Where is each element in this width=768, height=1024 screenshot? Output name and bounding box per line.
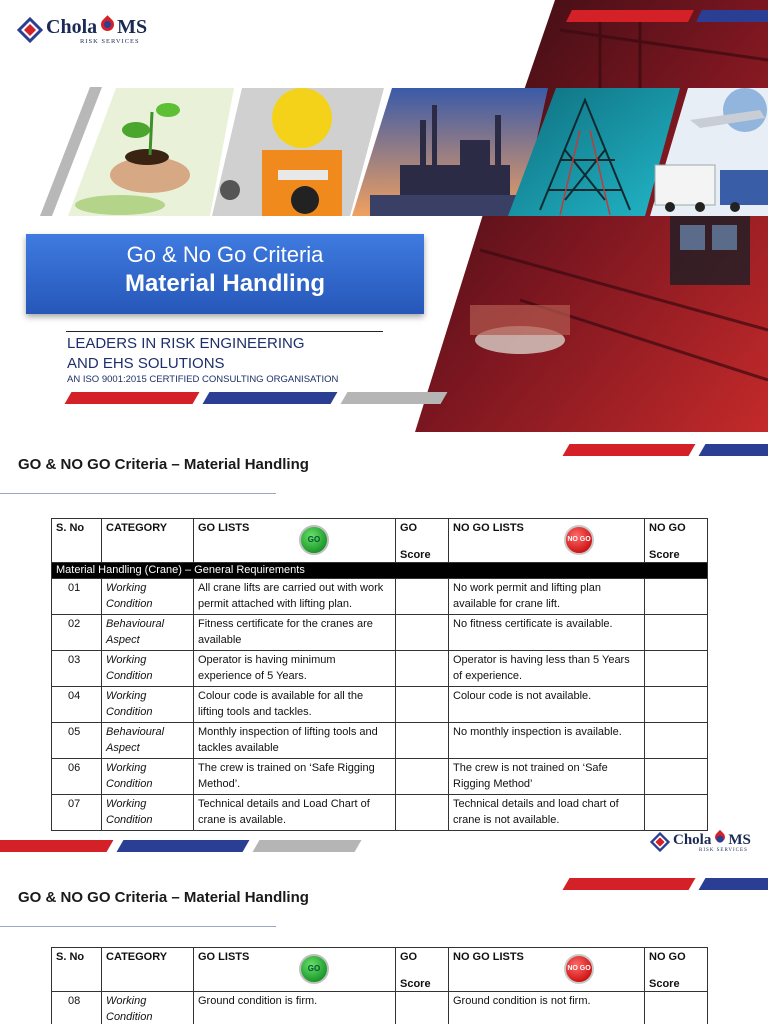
footer-brand-logo: [650, 832, 751, 853]
slide2-red-strip: [563, 878, 696, 890]
row-nogo-score[interactable]: [645, 992, 708, 1024]
tagline-divider: [66, 331, 383, 332]
row-category: Working Condition: [102, 651, 194, 687]
go-badge-text: GO: [307, 964, 321, 974]
row-go-score[interactable]: [396, 687, 449, 723]
row-category: Behavioural Aspect: [102, 615, 194, 651]
row-nogo: Technical details and load chart of crane is not available.: [449, 795, 645, 831]
criteria-table-2: [51, 947, 708, 1024]
table-row: [52, 759, 708, 795]
header-go-score: [396, 519, 449, 563]
header-nogo-lists-label: NO GO LISTS: [453, 951, 524, 963]
tagline-line1: LEADERS IN RISK ENGINEERING: [67, 335, 305, 352]
header-go-score: [396, 948, 449, 992]
row-nogo-score[interactable]: [645, 687, 708, 723]
table-row: [52, 687, 708, 723]
nogo-badge-icon: [564, 525, 594, 555]
header-nogo-score-top: NO GO: [649, 522, 686, 534]
nogo-badge-text: NO GO: [567, 965, 591, 973]
header-nogo-score: [645, 948, 708, 992]
row-category: Working Condition: [102, 579, 194, 615]
header-sno: S. No: [52, 948, 102, 992]
table-row: [52, 615, 708, 651]
brand-name-left: Chola: [46, 16, 98, 38]
row-category: Working Condition: [102, 795, 194, 831]
chola-logo-icon: [650, 832, 670, 852]
row-go: Ground condition is firm.: [194, 992, 396, 1024]
row-go-score[interactable]: [396, 723, 449, 759]
footer-brand-name-right: MS: [728, 832, 751, 848]
cover-blue-bar: [203, 392, 338, 404]
section-label: Material Handling (Crane) – General Requirements: [52, 563, 708, 579]
slide1-red-strip: [563, 444, 696, 456]
row-sno: 01: [52, 579, 102, 615]
table-header-row: [52, 519, 708, 563]
slide1-bottom-grey-bar: [253, 840, 362, 852]
row-nogo: Ground condition is not firm.: [449, 992, 645, 1024]
table-row: [52, 992, 708, 1024]
cover-slide: [0, 0, 768, 432]
row-nogo-score[interactable]: [645, 615, 708, 651]
table-row: [52, 579, 708, 615]
row-go-score[interactable]: [396, 992, 449, 1024]
brand-sub: RISK SERVICES: [80, 38, 140, 45]
header-nogo-lists: [449, 948, 645, 992]
slide2-title: GO & NO GO Criteria – Material Handling: [18, 889, 309, 906]
row-sno: 04: [52, 687, 102, 723]
cover-red-bar: [65, 392, 200, 404]
table-header-row: [52, 948, 708, 992]
header-go-lists-label: GO LISTS: [198, 951, 250, 963]
header-go-score-top: GO: [400, 522, 418, 534]
brand-drop-icon: [98, 15, 116, 33]
brand-logo: [17, 17, 147, 45]
table-row: [52, 723, 708, 759]
cover-title-line1: Go & No Go Criteria: [126, 242, 324, 267]
row-go: Monthly inspection of lifting tools and tackles available: [194, 723, 396, 759]
header-nogo-lists: [449, 519, 645, 563]
header-nogo-score-bottom: Score: [649, 978, 680, 990]
header-category: CATEGORY: [102, 519, 194, 563]
row-nogo: No monthly inspection is available.: [449, 723, 645, 759]
row-category: Working Condition: [102, 687, 194, 723]
row-go-score[interactable]: [396, 759, 449, 795]
header-nogo-score-top: NO GO: [649, 951, 686, 963]
header-go-score-bottom: Score: [400, 978, 431, 990]
criteria-table-1: [51, 518, 708, 831]
row-go-score[interactable]: [396, 795, 449, 831]
row-sno: 08: [52, 992, 102, 1024]
row-nogo: The crew is not trained on ‘Safe Rigging Method’: [449, 759, 645, 795]
row-go: Colour code is available for all the lifting tools and tackles.: [194, 687, 396, 723]
table-row: [52, 795, 708, 831]
slide1-bottom-red-bar: [0, 840, 113, 852]
row-nogo-score[interactable]: [645, 651, 708, 687]
go-badge-icon: [299, 525, 329, 555]
slide1-title-rule: [0, 493, 276, 494]
header-sno: S. No: [52, 519, 102, 563]
nogo-badge-icon: [564, 954, 594, 984]
table-slide-1: [0, 432, 768, 836]
row-nogo-score[interactable]: [645, 759, 708, 795]
row-go: Technical details and Load Chart of crane is available.: [194, 795, 396, 831]
row-category: Working Condition: [102, 992, 194, 1024]
header-nogo-lists-label: NO GO LISTS: [453, 522, 524, 534]
row-nogo: No work permit and lifting plan available for crane lift.: [449, 579, 645, 615]
slide2-title-rule: [0, 926, 276, 927]
header-go-lists-label: GO LISTS: [198, 522, 250, 534]
row-sno: 05: [52, 723, 102, 759]
row-nogo-score[interactable]: [645, 795, 708, 831]
table-slide-2: [0, 866, 768, 1024]
row-sno: 07: [52, 795, 102, 831]
section-row: [52, 563, 708, 579]
row-category: Working Condition: [102, 759, 194, 795]
chola-logo-icon: [17, 17, 43, 43]
row-nogo-score[interactable]: [645, 723, 708, 759]
row-nogo: No fitness certificate is available.: [449, 615, 645, 651]
nogo-badge-text: NO GO: [567, 536, 591, 544]
tagline-line2: AND EHS SOLUTIONS: [67, 355, 225, 372]
row-sno: 06: [52, 759, 102, 795]
slide1-title: GO & NO GO Criteria – Material Handling: [18, 456, 309, 473]
cover-grey-bar: [341, 392, 448, 404]
row-nogo: Colour code is not available.: [449, 687, 645, 723]
cover-title-line2: Material Handling: [124, 270, 326, 297]
brand-name-right: MS: [117, 16, 148, 38]
header-category: CATEGORY: [102, 948, 194, 992]
slide1-bottom-blue-bar: [117, 840, 250, 852]
row-go: All crane lifts are carried out with work permit attached with lifting plan.: [194, 579, 396, 615]
row-go: Fitness certificate for the cranes are available: [194, 615, 396, 651]
header-nogo-score: [645, 519, 708, 563]
header-go-score-top: GO: [400, 951, 418, 963]
footer-brand-drop-icon: [713, 830, 727, 844]
tagline-line3: AN ISO 9001:2015 CERTIFIED CONSULTING ORGANISATION: [67, 374, 339, 385]
footer-brand-name-left: Chola: [673, 832, 712, 848]
row-go-score[interactable]: [396, 615, 449, 651]
header-go-lists: [194, 948, 396, 992]
row-go: The crew is trained on ‘Safe Rigging Method’.: [194, 759, 396, 795]
header-go-score-bottom: Score: [400, 549, 431, 561]
row-category: Behavioural Aspect: [102, 723, 194, 759]
row-nogo-score[interactable]: [645, 579, 708, 615]
header-nogo-score-bottom: Score: [649, 549, 680, 561]
slide2-blue-strip: [699, 878, 768, 890]
row-go-score[interactable]: [396, 651, 449, 687]
go-badge-icon: [299, 954, 329, 984]
go-badge-text: GO: [307, 535, 321, 545]
slide1-blue-strip: [699, 444, 768, 456]
row-sno: 03: [52, 651, 102, 687]
row-sno: 02: [52, 615, 102, 651]
row-nogo: Operator is having less than 5 Years of experience.: [449, 651, 645, 687]
table-row: [52, 651, 708, 687]
row-go: Operator is having minimum experience of 5 Years.: [194, 651, 396, 687]
footer-brand-sub: RISK SERVICES: [699, 848, 748, 853]
row-go-score[interactable]: [396, 579, 449, 615]
cover-title-banner: [26, 234, 424, 314]
header-go-lists: [194, 519, 396, 563]
